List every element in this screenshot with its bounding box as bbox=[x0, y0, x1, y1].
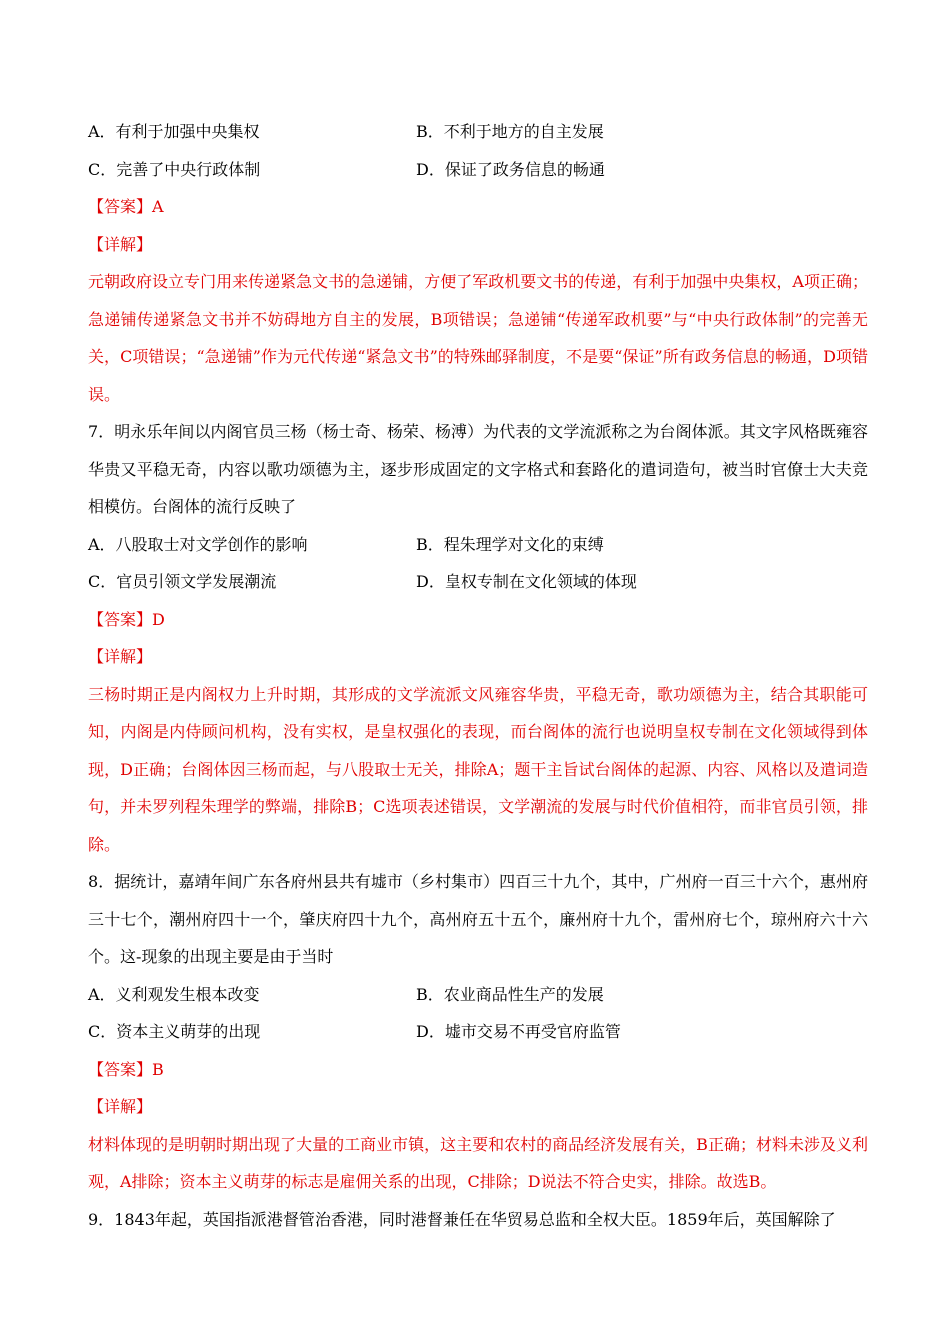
page-content bbox=[88, 113, 868, 1238]
q7-option-b: B．程朱理学对文化的束缚 bbox=[416, 534, 604, 554]
q7-options-row-2 bbox=[88, 563, 868, 601]
q8-option-b: B．农业商品性生产的发展 bbox=[416, 984, 604, 1004]
q8-option-a: A．义利观发生根本改变 bbox=[88, 984, 260, 1004]
q6-option-a: A．有利于加强中央集权 bbox=[88, 122, 260, 141]
q7-stem: 7．明永乐年间以内阁官员三杨（杨士奇、杨荣、杨溥）为代表的文学流派称之为台阁体派。其文字风格既雍容华贵又平稳无奇，内容以歌功颂德为主，逐步形成固定的文字格式和套路化的遣词造句，被当时官僚士大夫竞相模仿。台阁体的流行反映了 bbox=[88, 422, 868, 516]
q8-option-d: D．墟市交易不再受官府监管 bbox=[416, 1022, 621, 1041]
q6-detail-label: 【详解】 bbox=[88, 234, 153, 254]
q8-analysis: 材料体现的是明朝时期出现了大量的工商业市镇，这主要和农村的商品经济发展有关，B正确；材料未涉及义利观，A排除；资本主义萌芽的标志是雇佣关系的出现，C排除；D说法不符合史实，排除。故选B。 bbox=[88, 1134, 868, 1191]
q6-answer: 【答案】A bbox=[88, 197, 164, 216]
q7-options-row-1 bbox=[88, 526, 868, 564]
q6-option-d: D．保证了政务信息的畅通 bbox=[416, 159, 605, 179]
q6-option-c: C．完善了中央行政体制 bbox=[88, 159, 261, 179]
q6-analysis: 元朝政府设立专门用来传递紧急文书的急递铺，方便了军政机要文书的传递，有利于加强中央集权，A项正确；急递铺传递紧急文书并不妨碍地方自主的发展，B项错误；急递铺“传递军政机要”与“中央行政体制”的完善无关，C项错误；“急递铺”作为元代传递“紧急文书”的特殊邮驿制度，不是要“保证”所有政务信息的畅通，D项错误。 bbox=[88, 272, 868, 404]
q7-option-d: D．皇权专制在文化领域的体现 bbox=[416, 572, 637, 591]
q8-detail-label: 【详解】 bbox=[88, 1097, 153, 1116]
q6-options-row-2 bbox=[88, 151, 868, 189]
q6-options-row-1 bbox=[88, 113, 868, 151]
q7-detail-label: 【详解】 bbox=[88, 647, 153, 666]
q6-option-b: B．不利于地方的自主发展 bbox=[416, 122, 604, 141]
q8-answer: 【答案】B bbox=[88, 1059, 164, 1079]
q7-answer: 【答案】D bbox=[88, 609, 165, 629]
q8-options-row-2 bbox=[88, 1013, 868, 1051]
q9-stem: 9．1843年起，英国指派港督管治香港，同时港督兼任在华贸易总监和全权大臣。1859年后，英国解除了 bbox=[88, 1209, 836, 1229]
q7-option-a: A．八股取士对文学创作的影响 bbox=[88, 534, 308, 554]
q8-options-row-1 bbox=[88, 976, 868, 1014]
q7-analysis: 三杨时期正是内阁权力上升时期，其形成的文学流派文风雍容华贵，平稳无奇，歌功颂德为主，结合其职能可知，内阁是内侍顾问机构，没有实权，是皇权强化的表现，而台阁体的流行也说明皇权专制在文化领域得到体现，D正确；台阁体因三杨而起，与八股取士无关，排除A；题干主旨试台阁体的起源、内容、风格以及遣词造句，并未罗列程朱理学的弊端，排除B；C选项表述错误，文学潮流的发展与时代价值相符，而非官员引领，排除。 bbox=[88, 684, 868, 854]
q7-option-c: C．官员引领文学发展潮流 bbox=[88, 572, 277, 591]
q8-option-c: C．资本主义萌芽的出现 bbox=[88, 1022, 261, 1041]
q8-stem: 8．据统计，嘉靖年间广东各府州县共有墟市（乡村集市）四百三十九个，其中，广州府一百三十六个，惠州府三十七个，潮州府四十一个，肇庆府四十九个，高州府五十五个，廉州府十九个，雷州府七个，琼州府六十六个。这-现象的出现主要是由于当时 bbox=[88, 872, 868, 966]
